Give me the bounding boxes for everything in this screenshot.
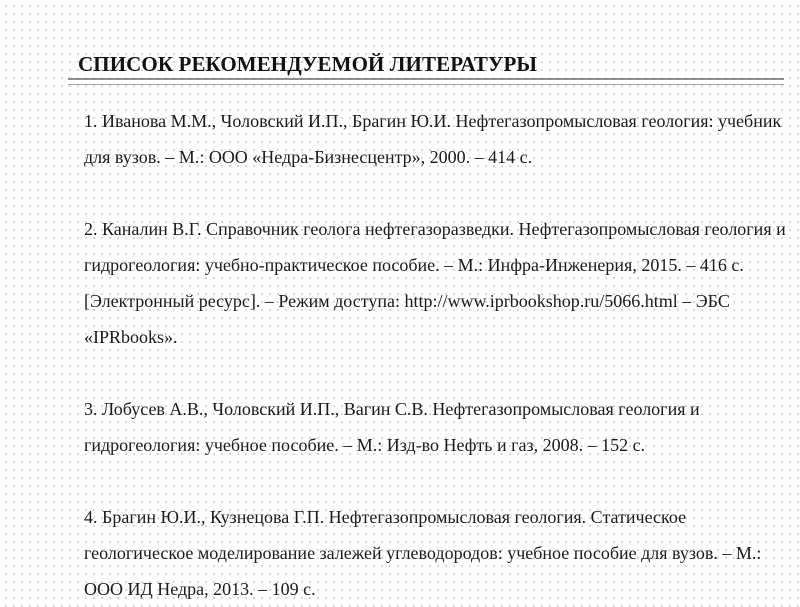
title-divider-thick xyxy=(68,78,784,80)
reference-item: 1. Иванова М.М., Чоловский И.П., Брагин Ю.И. Нефтегазопромысловая геология: учебник для вузов. – М.: ООО «Недра-Бизнесцентр», 2000. – 414 с. xyxy=(84,111,782,167)
title-divider-thin xyxy=(68,84,784,85)
reference-item: 3. Лобусев А.В., Чоловский И.П., Вагин С.В. Нефтегазопромысловая геология и гидрогеология: учебное пособие. – М.: Изд-во Нефть и газ, 2008. – 152 с. xyxy=(84,399,700,455)
page-title: СПИСОК РЕКОМЕНДУЕМОЙ ЛИТЕРАТУРЫ xyxy=(78,52,538,76)
reference-list xyxy=(84,103,796,607)
reference-item: 4. Брагин Ю.И., Кузнецова Г.П. Нефтегазопромысловая геология. Статическое геологическое моделирование залежей углеводородов: учебное пособие для вузов. – М.: ООО ИД Недра, 2013. – 109 с. xyxy=(84,507,762,599)
reference-item: 2. Каналин В.Г. Справочник геолога нефтегазоразведки. Нефтегазопромысловая геология и гидрогеология: учебно-практическое пособие. – М.: Инфра-Инженерия, 2015. – 416 с. [Электронный ресурс]. – Режим доступа: http://www.iprbookshop.ru/5066.html – ЭБС «IPRbooks». xyxy=(84,219,786,347)
